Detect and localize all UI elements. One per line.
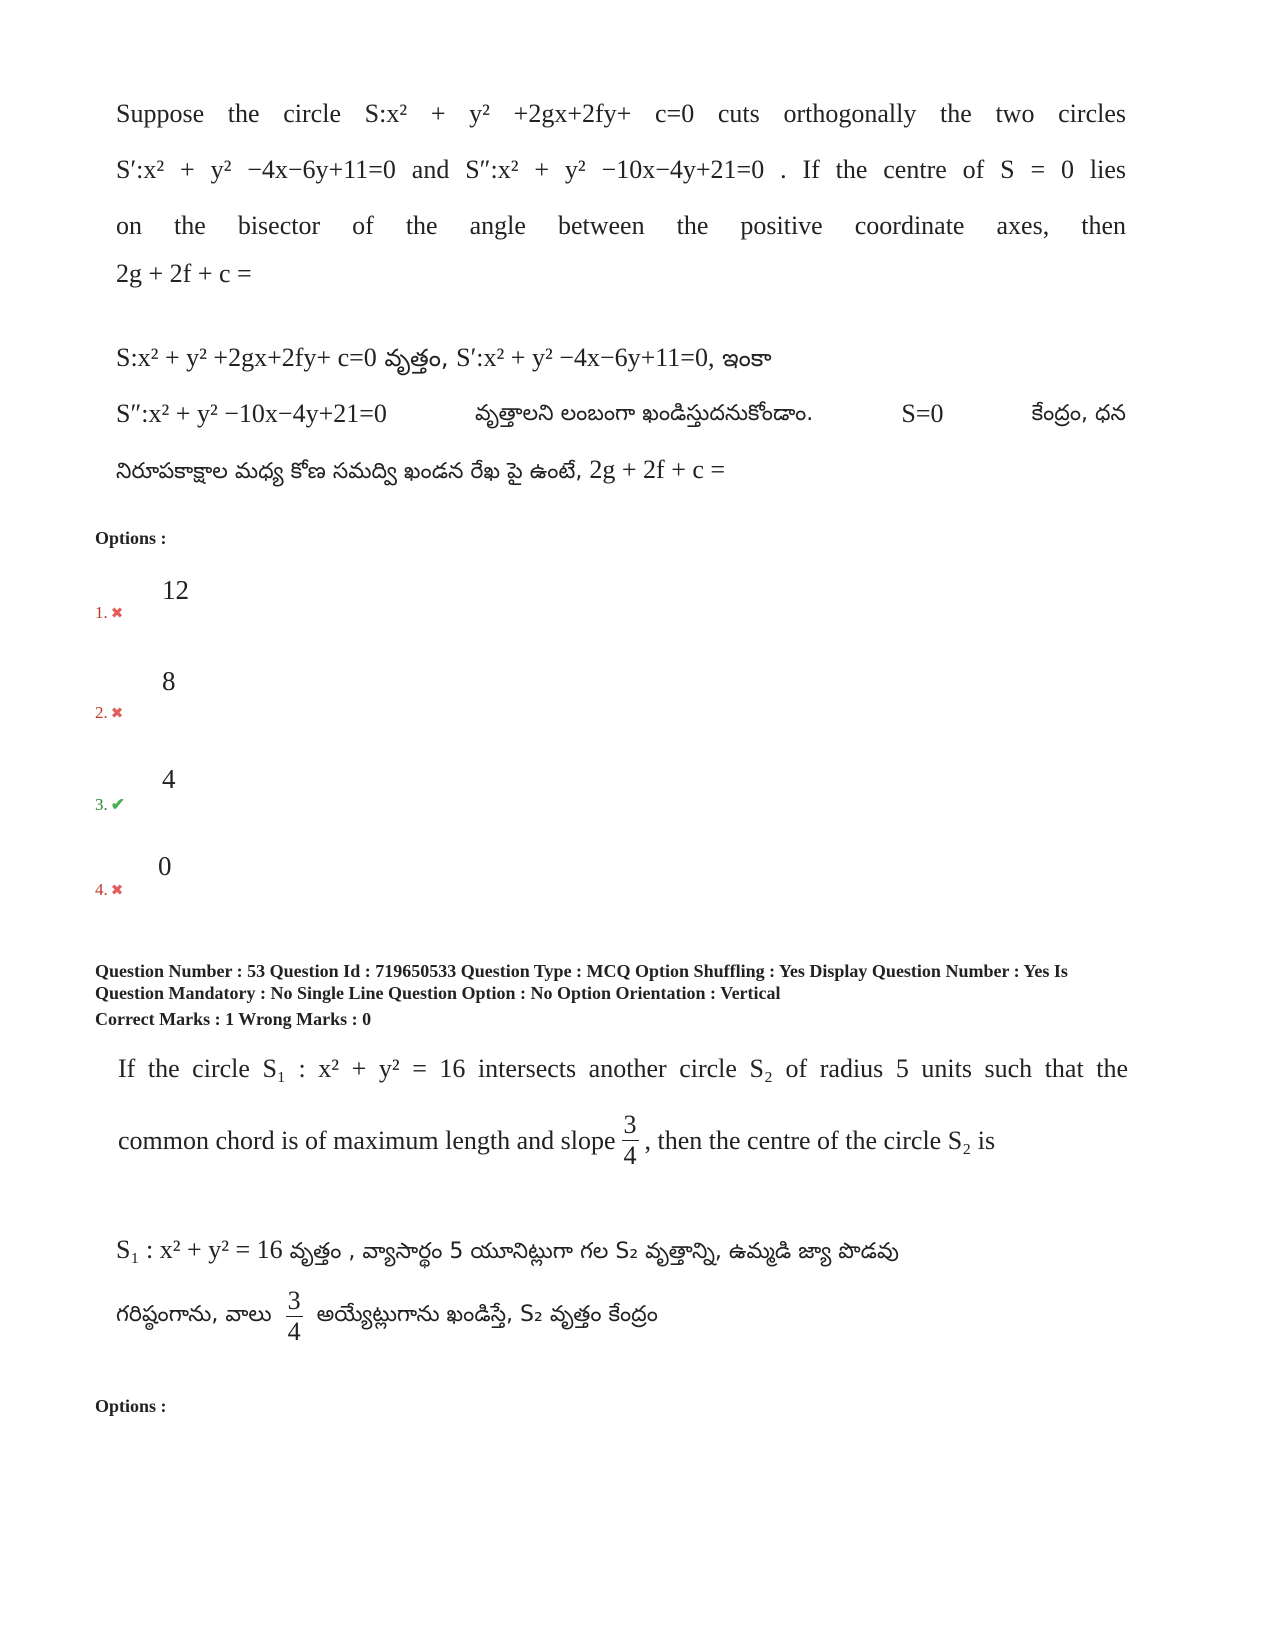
q53-te-w1: వృత్తం , వ్యాసార్థం 5 యూనిట్లుగా గల S₂ వృత్తాన్ని, ఉమ్మడి జ్యా పొడవు xyxy=(289,1239,899,1264)
option-4-number: 4. xyxy=(95,880,108,899)
correct-check-icon: ✔ xyxy=(110,795,125,814)
q52-te-w5: నిరూపకాక్షాల మధ్య కోణ సమద్వి ఖండన రేఖ పై ఉంటే, xyxy=(116,459,583,484)
q52-en-line2: S′:x² + y² −4x−6y+11=0 and S″:x² + y² −10x−4y+21=0 . If the centre of S = 0 lies xyxy=(116,155,1126,184)
options-label: Options : xyxy=(95,528,167,548)
q53-te-line2 xyxy=(116,1288,1126,1345)
q52-telugu xyxy=(116,330,1126,500)
fraction-numerator: 3 xyxy=(623,1110,637,1139)
q52-te-eq2: S′:x² + y² −4x−6y+11=0, xyxy=(456,343,715,372)
q52-english xyxy=(116,86,1126,294)
meta-line2: Question Mandatory : No Single Line Question Option : No Option Orientation : Vertical xyxy=(95,983,781,1003)
q52-te-eq4: S=0 xyxy=(901,399,944,428)
wrong-icon: ✖ xyxy=(110,606,124,622)
option-2[interactable] xyxy=(95,703,123,723)
option-2-number: 2. xyxy=(95,703,108,722)
q52-en-line3: on the bisector of the angle between the positive coordinate axes, then xyxy=(116,211,1126,240)
q53-te-eq1: S₁ : x² + y² = 16 xyxy=(116,1235,283,1264)
q53-en-line2b: , then the centre of the circle S₂ is xyxy=(644,1125,996,1155)
q52-en-line1: Suppose the circle S:x² + y² +2gx+2fy+ c=0 cuts orthogonally the two circles xyxy=(116,99,1126,128)
q53-te-w2: గరిష్ఠంగాను, వాలు xyxy=(116,1301,272,1327)
q53-en-line2a: common chord is of maximum length and slope xyxy=(118,1125,616,1155)
option-4-value: 0 xyxy=(158,851,172,881)
option-1-number: 1. xyxy=(95,603,108,622)
q53-en-line1: If the circle S₁ : x² + y² = 16 intersects another circle S₂ of radius 5 units such that the xyxy=(118,1054,1128,1083)
question-meta xyxy=(95,960,1185,1030)
option-3-value: 4 xyxy=(162,764,176,794)
wrong-icon: ✖ xyxy=(110,706,124,722)
option-1-value: 12 xyxy=(162,575,189,605)
fraction-denominator: 4 xyxy=(287,1317,301,1346)
q52-te-eq1: S:x² + y² +2gx+2fy+ c=0 xyxy=(116,343,377,372)
q52-te-line2 xyxy=(116,386,1126,442)
option-2-value: 8 xyxy=(162,666,176,696)
options-label: Options : xyxy=(95,1396,167,1416)
fraction xyxy=(286,1288,303,1345)
q52-te-w1: వృత్తం, xyxy=(384,344,449,372)
meta-line1: Question Number : 53 Question Id : 719650533 Question Type : MCQ Option Shuffling : Yes Display Question Number : Yes Is xyxy=(95,961,1068,981)
option-3[interactable] xyxy=(95,795,125,815)
q52-te-eq3: S″:x² + y² −10x−4y+21=0 xyxy=(116,399,387,428)
q53-te-w3: అయ్యేట్లుగాను ఖండిస్తే, S₂ వృత్తం కేంద్రం xyxy=(316,1301,658,1327)
q52-te-line3 xyxy=(116,442,1126,500)
q53-en-line2 xyxy=(118,1112,1128,1169)
fraction xyxy=(622,1112,639,1169)
wrong-icon: ✖ xyxy=(110,883,124,899)
q53-te-line1 xyxy=(116,1222,1126,1280)
q52-te-w4: కేంద్రం, ధన xyxy=(1031,401,1126,426)
q52-te-w3: వృత్తాలని లంబంగా ఖండిస్తుదనుకోండాం. xyxy=(475,401,814,426)
meta-line3: Correct Marks : 1 Wrong Marks : 0 xyxy=(95,1009,372,1029)
fraction-numerator: 3 xyxy=(287,1286,301,1315)
q52-te-w2: ఇంకా xyxy=(722,344,772,372)
option-1[interactable] xyxy=(95,603,123,623)
option-4[interactable] xyxy=(95,880,123,900)
fraction-denominator: 4 xyxy=(623,1141,637,1170)
option-3-number: 3. xyxy=(95,795,108,814)
q52-te-line1 xyxy=(116,330,1126,386)
q52-en-line4: 2g + 2f + c = xyxy=(116,259,252,288)
q52-te-eq5: 2g + 2f + c = xyxy=(589,455,726,484)
